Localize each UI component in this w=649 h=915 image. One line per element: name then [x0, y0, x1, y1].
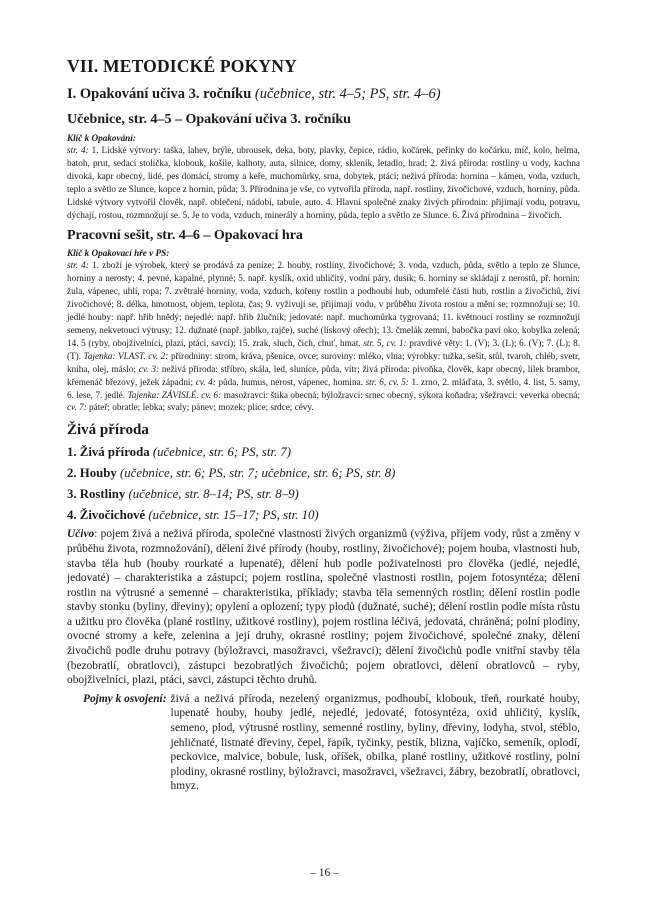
page-number: – 16 – — [310, 867, 339, 879]
section-1-heading — [67, 86, 580, 103]
key-2-lead-5: cv. 4: — [195, 376, 216, 387]
key-2-text-3: přírodniny: strom, kráva, pšenice, ovce; suroviny: mléko, vlna; výrobky: tužka, sešit, stůl, tvaroh, chléb, svetr, kniha, olej, máslo; — [67, 350, 581, 374]
page-content — [67, 56, 580, 794]
key-1-paragraph — [67, 144, 580, 221]
ucivo-text: : pojem živá a neživá příroda, společné vlastnosti živých organizmů (výživa, příjem vody, růst a změny v průběhu života, rozmnožování), dělení živé přírody (houby, rostliny, živočichové); pojem houba, vlastnosti hub, stavba těla hub (houby rourkaté a lupenaté), dělení hub podle poživatelnosti pro člověka (jedlé, nejedlé, jedovaté) – charakteristika a zástupci; pojem rostlina, společné vlastnosti rostlin, pojem fotosyntéza; dělení rostlin na výtrusné a semenné – charakteristika, příklady; stavba těla semenných rostlin; dělení rostlin podle stavby stonku (byliny, dřeviny); opylení a oplození; typy plodů (dužnaté, suché); dělení rostlin podle místa růstu a užitku pro člověka (plané rostliny, užitkové rostliny), pojem rostlina léčivá, jedovatá, chráněná; polní plodiny, ovocné stromy a keře, zelenina a její druhy, okrasné rostliny; pojem živočichové, společné znaky, dělení živočichů podle druhu potravy (býložravci, masožravci, všežravci); dělení živočichů podle vnitřní stavby těla (bezobratlí, obratlovci), zástupci bezobratlých živočichů; pojem obratlovci, dělení obratlovců – ryby, obojživelníci, plazi, ptáci, savci, zástupci těchto druhů. — [67, 528, 580, 687]
key-2-text-7: masožravci: štika obecná; býložravci: srnec obecný, sýkora koňadra; všežravci: veverka obecná; — [221, 389, 580, 400]
section-1-title: I. Opakování učiva 3. ročníku — [67, 86, 252, 102]
chapter-title: VII. METODICKÉ POKYNY — [67, 56, 297, 76]
key-1-text: 1. Lidské výtvory: taška, lahev, brýle, ubrousek, deka, boty, plavky, čepice, rádio, kočárek, peřinky do kočárku, míč, kolo, helma, batoh, prut, sedací stolička, klobouk, košile, kalhoty, auta, silnice, domy, skleník, letadlo, hrad; 2. živá příroda: rostliny u vody, kachna divoká, kapr obecný, lidé, pes domácí, stromy a keře, muchomůrky, srna, dobytek, ptáci; neživá příroda: hornina – kámen, voda, vzduch, teplo a světlo ze Slunce, kopce z hornin, půda; 3. Přírodnina je vše, co vytvořila příroda, např. rostliny, živočichové, vzduch, horniny, půda. Lidské výtvory vytvořil člověk, např. oblečení, nádobí, tabule, auto. 4. Hlavní společné znaky živých přírodnin: přijímají vodu, potravu, dýchají, rostou, rozmnožují se. 5. Je to voda, vzduch, minerály a horniny, půda, teplo a světlo ze Slunce. 6. Živá přírodnina – živočich. — [67, 145, 580, 220]
key-2-text-5: půda, humus, nerost, vápenec, homina. — [215, 376, 366, 387]
topic-2 — [67, 464, 580, 482]
topic-1 — [67, 443, 580, 461]
topic-4 — [67, 506, 580, 524]
topic-1-title: 1. Živá příroda — [67, 445, 150, 460]
topic-4-ref: (učebnice, str. 15–17; PS, str. 10) — [148, 508, 319, 523]
key-2-text-8: páteř; obratle; lebka; svaly; pánev; mozek; plíce; srdce; cévy. — [86, 402, 314, 413]
key-2-lead-8: cv. 7: — [67, 402, 87, 413]
topic-4-title: 4. Živočichové — [67, 508, 146, 523]
pracovni-sesit-heading: Pracovní sešit, str. 4–6 – Opakovací hra — [67, 228, 303, 244]
topic-1-ref: (učebnice, str. 6; PS, str. 7) — [152, 445, 292, 460]
key-2-lead-6: str. 6, cv. 5: — [365, 376, 409, 387]
topic-3-title: 3. Rostliny — [67, 487, 126, 502]
key-2-text-4: neživá příroda: stříbro, skála, led, sluníce, půda, vítr; živá příroda: pivoňka, člověk, kapr obecný, lilek brambor, křemenáč březový, ježek západní; — [67, 363, 580, 387]
key-2-lead-4: cv. 3: — [138, 363, 160, 374]
topic-3 — [67, 485, 580, 503]
ucivo-label: Učivo — [67, 528, 95, 541]
pojmy-text: živá a neživá příroda, nezelený organizmus, podhoubí, klobouk, třeň, rourkaté houby, lupenaté houby, houby jedlé, nejedlé, jedovaté, fotosyntéza, oxid uhličitý, kyslík, semeno, plod, výtrusné rostliny, semenné rostliny, byliny, dřeviny, lodyha, stvol, stéblo, jehličnaté, listnaté dřeviny, čepel, řapík, tyčinky, pestík, blizna, vajíčko, semeník, oplodí, peckovice, malvice, bobule, lusk, oříšek, obilka, plané rostliny, užitkové rostliny, polní plodiny, okrasné rostliny, býložravci, masožravci, všežravci, žábry, bezobratlí, obratlovci, hmyz. — [170, 692, 580, 793]
key-1-lead: str. 4: — [67, 145, 89, 155]
pojmy-block — [67, 692, 580, 794]
key-2-text-2: pravdivé věty: 1. (V); 3. (L); 6. (V); 7. (L); 8. (T). — [67, 337, 580, 361]
pojmy-label: Pojmy k osvojení: — [83, 692, 167, 705]
topic-2-title: 2. Houby — [67, 466, 117, 481]
ucebnice-heading: Učebnice, str. 4–5 – Opakování učiva 3. ročníku — [67, 112, 351, 127]
key-1-label: Klíč k Opakování: — [67, 133, 136, 143]
ziva-priroda-heading: Živá příroda — [67, 422, 149, 439]
ucivo-paragraph — [67, 527, 580, 688]
key-2-lead-2: str. 5, cv. 1: — [363, 337, 407, 348]
section-1-subtitle: (učebnice, str. 4–5; PS, str. 4–6) — [254, 86, 441, 102]
key-2-text-1: 1. zboží je výrobek, který se prodává za peníze; 2. houby, rostliny, živočichové; 3. voda, vzduch, půda, světlo a teplo ze Slunce, horniny a nerosty; 4. pevné, kapalné, plynné; 5. např. kyslík, oxid uhličitý, vodní páry, dusík; 6. horniny se skládají z nerostů, př. hornin: žula, vápenec, uhlí, ropa; 7. zvětralé horniny, voda, vzduch, kořeny rostlin a podhoubí hub, odumřelé části hub, rostlin a živočichů, živí živočichové; 8. délka, hmotnost, objem, teplota, čas; 9. vyživují se, přijímají vodu, v průběhu života rostou a mění se; rozmnožují se; 10. jedlé houby: např. hřib hnědý; nejedlé: např. hřib žlučník; jedovaté: např. muchomůrka tygrovaná; 11. květnoucí rostliny se rozmnožují semeny, nekvetoucí výtrusy; 12. dužnaté (např. jablko, rajče), suché (lískový ořech); 13. čmelák zemní, babočka paví oko, kobylka zelená; 14. 5 (ryby, obojživelníci, plazi, ptáci, savci); 15. zrak, sluch, čich, chuť, hmat. — [67, 260, 580, 348]
key-2-lead-1: str. 4: — [67, 260, 89, 271]
topic-2-ref: (učebnice, str. 6; PS, str. 7; učebnice, str. 6; PS, str. 8) — [120, 466, 396, 481]
key-2-paragraph — [67, 259, 580, 414]
key-2-lead-7: Tajenka: ZÁVISLÉ. cv. 6: — [127, 389, 222, 400]
topic-3-ref: (učebnice, str. 8–14; PS, str. 8–9) — [128, 487, 299, 502]
key-2-text-6: 1. zrno, 2. mláďata, 3. světlo, 4. list, 5. samy, 6. lese, 7. jedlé. — [67, 376, 580, 400]
key-2-label: Klíč k Opakovací hře v PS: — [67, 248, 170, 259]
key-2-lead-3: Tajenka: VLAST. cv. 2: — [83, 350, 169, 361]
